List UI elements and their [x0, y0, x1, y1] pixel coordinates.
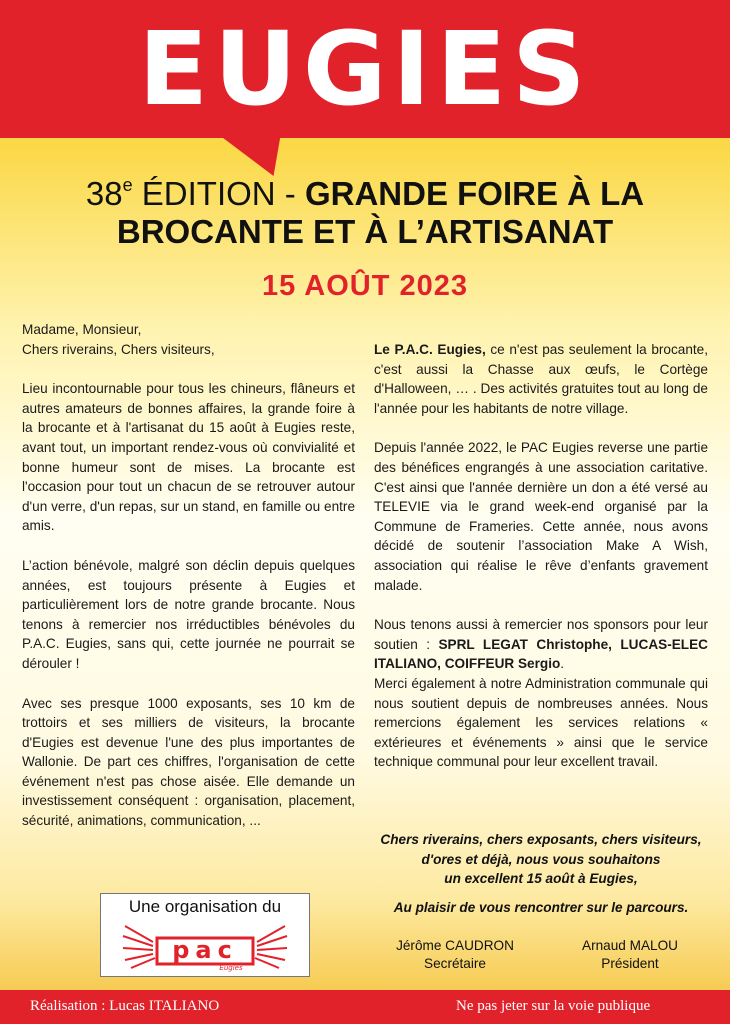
closing-line1: Chers riverains, chers exposants, chers visiteurs, — [380, 832, 702, 847]
edition-sup: e — [122, 175, 133, 195]
closing-message — [374, 830, 708, 889]
sponsors-paragraph — [374, 615, 708, 674]
logo-rays-right — [255, 926, 287, 968]
logo-subtext: Eugies — [219, 964, 243, 972]
logo-rays-left — [123, 926, 155, 968]
organiser-box — [100, 893, 310, 977]
signature-president — [565, 937, 695, 973]
pac-logo — [119, 916, 291, 974]
pac-text: ce n'est pas seulement la brocante, c'est aussi la Chasse aux œufs, le Cortège d'Halloween, … . Des activités gratuites tout au long de l'année pour les habitants de notre village. — [374, 342, 708, 416]
charity-paragraph: Depuis l'année 2022, le PAC Eugies reverse une partie des bénéfices engrangés à une association caritative. C'est ainsi que l'année dernière un don a été versé au TELEVIE via le grand week-end organisé par la Commune de Frameries. Cette année, nous avons décidé de soutenir l’association Make A Wish, association qui réalise le rêve d’enfants gravement malade. — [374, 440, 708, 593]
title-line1-text: GRANDE FOIRE À LA — [304, 175, 645, 212]
right-column — [374, 340, 708, 792]
pac-name: Le P.A.C. Eugies, — [374, 342, 486, 357]
intro-paragraph: Lieu incontournable pour tous les chineurs, flâneurs et autres amateurs de bonnes affaires, la grande foire à la brocante et à l'artisanat du 15 août à Eugies reste, avant tout, un important rendez-vous où convivialité et bonne humeur sont de mises. La brocante est l'occasion pour tout un chacun de se retrouver autour d'un verre, d'un repas, sur un stand, en famille ou entre amis. — [22, 381, 355, 534]
edition-word: ÉDITION - — [132, 175, 305, 212]
organiser-label: Une organisation du — [128, 897, 282, 916]
town-name: EUGIES — [138, 10, 592, 129]
edition-number: 38 — [85, 175, 123, 212]
greeting-line2: Chers riverains, Chers visiteurs, — [22, 341, 215, 357]
greeting-line1: Madame, Monsieur, — [22, 322, 142, 337]
sponsors-names: SPRL LEGAT Christophe, LUCAS-ELEC ITALIANO, COIFFEUR Sergio — [374, 636, 708, 672]
figures-paragraph: Avec ses presque 1000 exposants, ses 10 km de trottoirs et ses milliers de visiteurs, la brocante d'Eugies est devenue l'une des plus importantes de Wallonie. De part ces chiffres, l'organisation de cette événement n'est pas chose aisée. Elle demande un investissement conséquent : organisation, placement, sécurité, animations, communication, ... — [22, 695, 355, 829]
event-title-line1 — [0, 165, 730, 214]
logo-text: pac — [172, 936, 238, 964]
event-title-line2: BROCANTE ET À L’ARTISANAT — [116, 213, 614, 250]
sponsors-intro: Nous tenons aussi à remercier nos sponsors pour leur soutien : — [374, 617, 708, 652]
closing-line3: un excellent 15 août à Eugies, — [444, 871, 638, 887]
left-column — [22, 320, 355, 851]
footer-notice: Ne pas jeter sur la voie publique — [456, 998, 651, 1014]
footer-credit: Réalisation : Lucas ITALIANO — [30, 998, 220, 1014]
president-name: Arnaud MALOU — [582, 938, 678, 953]
signature-secretary — [385, 937, 525, 973]
closing-line2: d'ores et déjà, nous vous souhaitons — [421, 851, 661, 867]
sponsors-end: . — [560, 656, 565, 672]
event-date: 15 AOÛT 2023 — [262, 270, 468, 302]
closing-line4: Au plaisir de vous rencontrer sur le parcours. — [393, 900, 689, 915]
volunteers-paragraph: L’action bénévole, malgré son déclin depuis quelques années, est toujours présente à Eugies et particulièrement lors de notre grande brocante. Nous tenons à remercier nos irréductibles bénévoles du P.A.C. Eugies, sans qui, cette journée ne pourrait se dérouler ! — [22, 557, 355, 671]
thanks-paragraph: Merci également à notre Administration communale qui nous soutient depuis de nombreuses années. Nous remercions également les services relations « extérieures et événements » ainsi que le service technique communal pour leur excellent travail. — [374, 675, 708, 770]
president-role: Président — [601, 956, 659, 971]
secretary-name: Jérôme CAUDRON — [396, 938, 514, 953]
pac-paragraph — [374, 340, 708, 418]
secretary-role: Secrétaire — [424, 956, 486, 971]
